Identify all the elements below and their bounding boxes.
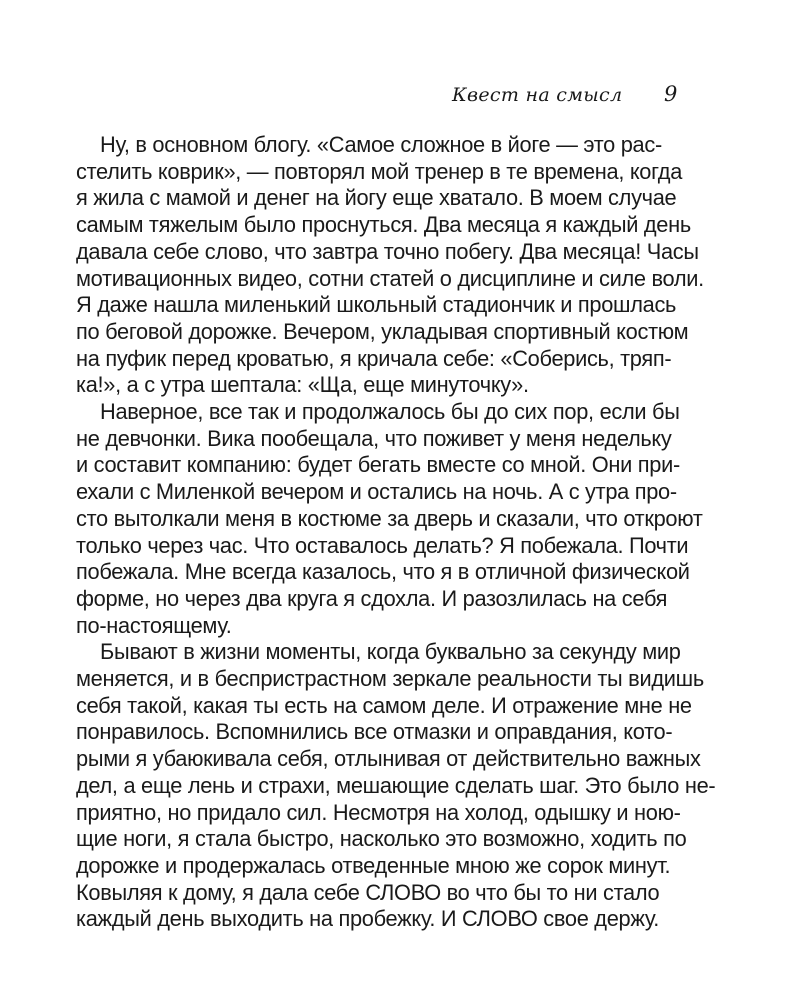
text-line: на пуфик перед кроватью, я кричала себе: «Соберись, тряп- — [76, 345, 672, 371]
text-line: Бывают в жизни моменты, когда буквально за секунду мир — [100, 639, 681, 665]
paragraph-2 — [76, 399, 703, 639]
text-line: мотивационных видео, сотни статей о дисциплине и силе воли. — [76, 265, 704, 291]
text-line: Я даже нашла миленький школьный стадиончик и прошлась — [76, 292, 677, 318]
text-line: и составит компанию: будет бегать вместе со мной. Они при- — [76, 452, 680, 478]
text-line: себя такой, какая ты есть на самом деле. И отражение мне не — [76, 692, 692, 718]
text-line: Ковыляя к дому, я дала себе СЛОВО во что бы то ни стало — [76, 879, 660, 905]
text-line: понравилось. Вспомнились все отмазки и оправдания, кото- — [76, 719, 673, 745]
text-line: не девчонки. Вика пообещала, что поживет у меня недельку — [76, 425, 672, 451]
text-line: Ну, в основном блогу. «Самое сложное в йоге — это рас- — [100, 132, 662, 157]
page-number: 9 — [664, 82, 678, 106]
text-line: ехали с Миленкой вечером и остались на ночь. А с утра про- — [76, 479, 677, 505]
paragraph-3 — [76, 639, 716, 933]
text-line: давала себе слово, что завтра точно побегу. Два месяца! Часы — [76, 238, 699, 264]
paragraph-1 — [76, 132, 704, 399]
text-line: ка!», а с утра шептала: «Ща, еще минуточку». — [76, 372, 529, 398]
text-line: я жила с мамой и денег на йогу еще хватало. В моем случае — [76, 185, 677, 211]
text-line: меняется, и в беспристрастном зеркале реальности ты видишь — [76, 666, 704, 692]
text-line: самым тяжелым было проснуться. Два месяца я каждый день — [76, 212, 691, 238]
text-line: форме, но через два круга я сдохла. И разозлилась на себя — [76, 585, 668, 611]
text-line: по-настоящему. — [76, 612, 232, 638]
running-title: Квест на смысл — [452, 84, 623, 106]
text-line: только через час. Что оставалось делать? Я побежала. Почти — [76, 532, 689, 558]
text-line: дорожке и продержалась отведенные мною же сорок минут. — [76, 852, 671, 878]
text-line: по беговой дорожке. Вечером, укладывая спортивный костюм — [76, 318, 689, 344]
text-line: рыми я убаюкивала себя, отлынивая от действительно важных — [76, 746, 701, 772]
text-line: дел, а еще лень и страхи, мешающие сделать шаг. Это было не- — [76, 772, 716, 798]
text-line: стелить коврик», — повторял мой тренер в те времена, когда — [76, 158, 683, 184]
text-line: каждый день выходить на пробежку. И СЛОВО свое держу. — [76, 906, 660, 932]
text-line: приятно, но придало сил. Несмотря на холод, одышку и ною- — [76, 799, 681, 825]
body-text — [76, 132, 716, 933]
text-line: сто вытолкали меня в костюме за дверь и сказали, что откроют — [76, 505, 703, 531]
text-line: побежала. Мне всегда казалось, что я в отличной физической — [76, 559, 690, 585]
text-line: Наверное, все так и продолжалось бы до сих пор, если бы — [100, 399, 680, 425]
text-line: щие ноги, я стала быстро, насколько это возможно, ходить по — [76, 826, 687, 852]
